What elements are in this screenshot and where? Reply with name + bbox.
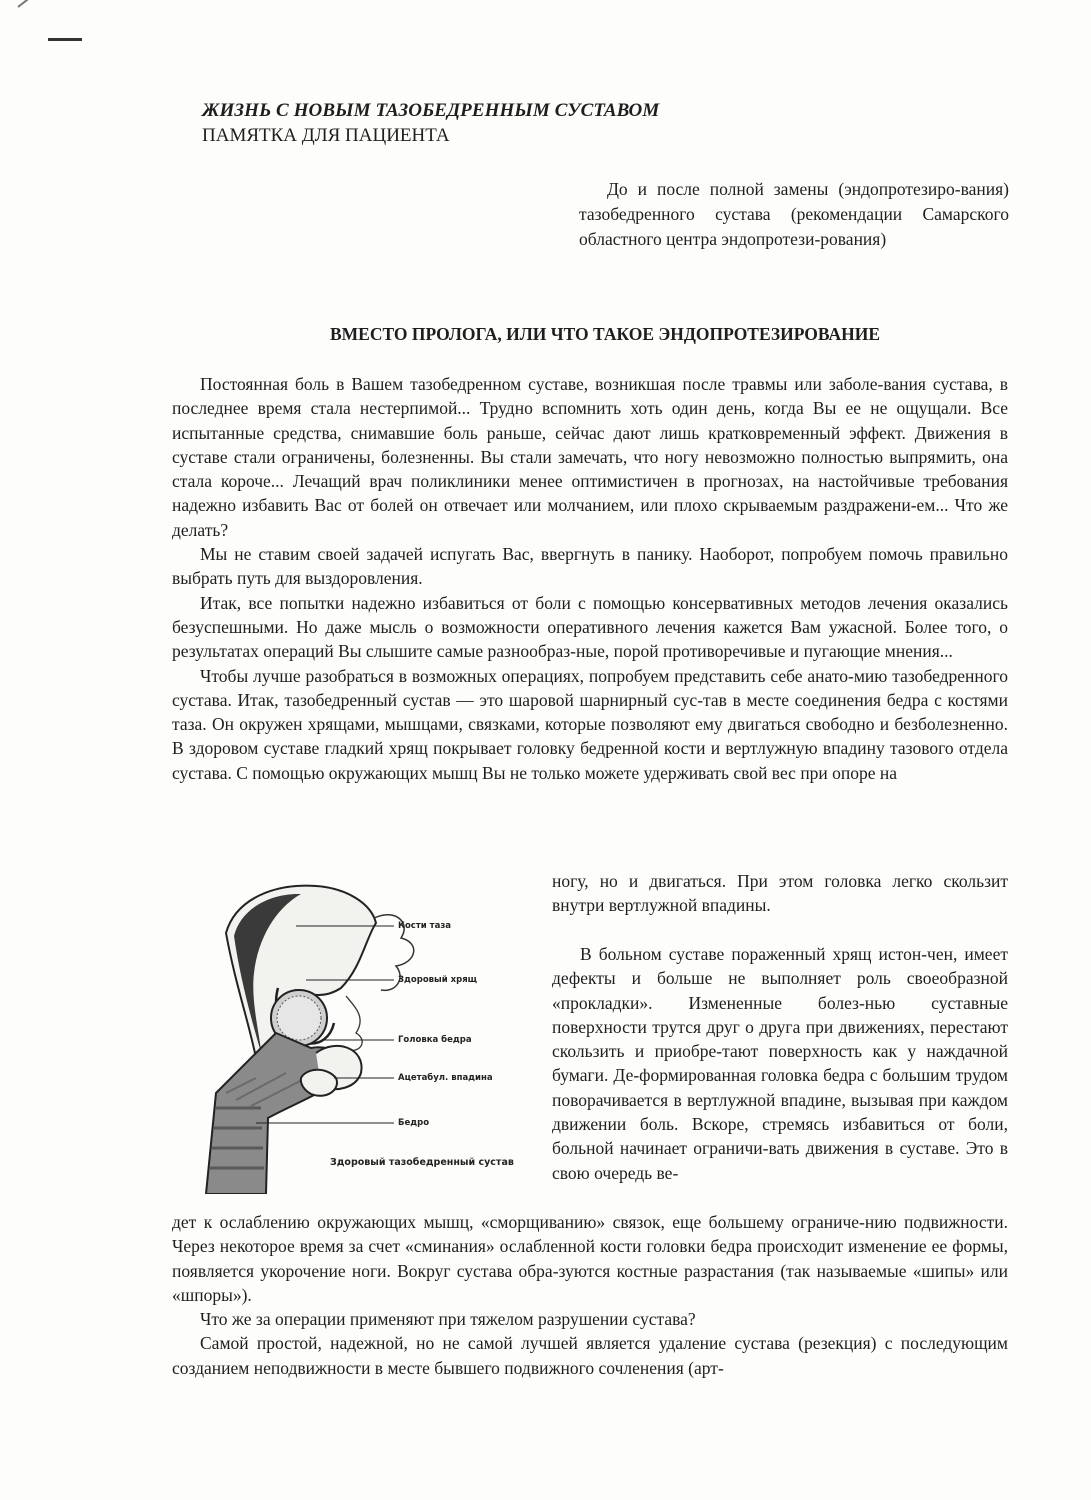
hip-joint-illustration [196, 878, 536, 1194]
hip-joint-figure [196, 878, 536, 1194]
body-text-top [172, 372, 1008, 785]
intro-note: До и после полной замены (эндопротезиро-вания) тазобедренного сустава (рекомендации Самарского областного центра эндопротези-рования) [579, 179, 1009, 249]
scan-corner-mark [17, 0, 42, 8]
figure-caption: Здоровый тазобедренный сустав [330, 1157, 514, 1168]
right-column-b [552, 942, 1008, 1185]
paragraph-5-full-width: дет к ослаблению окружающих мышц, «сморщиванию» связок, еще большему ограниче-нию подвижности. Через некоторое время за счет «сминания» ослабленной кости головки бедра происходит изменение ее формы, появляется укорочение ноги. Вокруг сустава обра-зуются костные разрастания (так называемые «шипы» или «шпоры»). [172, 1212, 1008, 1305]
scan-margin-dash [48, 38, 82, 41]
label-acetabulum: Ацетабул. впадина [398, 1073, 493, 1083]
paragraph-4-continued: ногу, но и двигаться. При этом головка легко скользит внутри вертлужной впадины. [552, 871, 1008, 916]
body-text-bottom [172, 1210, 1008, 1380]
right-column-a [552, 869, 1008, 918]
paragraph-7: Самой простой, надежной, но не самой лучшей является удаление сустава (резекция) с последующим созданием неподвижности в месте бывшего подвижного сочленения (арт- [172, 1333, 1008, 1378]
paragraph-6: Что же за операции применяют при тяжелом разрушении сустава? [200, 1309, 696, 1330]
paragraph-4: Чтобы лучше разобраться в возможных операциях, попробуем представить себе анато-мию тазобедренного сустава. Итак, тазобедренный сустав — это шаровой шарнирный сус-тав в месте соединения бедра с костями таза. Он окружен хрящами, мышцами, связками, которые позволяют ему двигаться свободно и безболезненно. В здоровом суставе гладкий хрящ покрывает головку бедренной кости и вертлужную впадину тазового отдела сустава. С помощью окружающих мышц Вы не только можете удерживать свой вес при опоре на [172, 665, 1008, 783]
label-femur: Бедро [398, 1118, 430, 1128]
document-subtitle: ПАМЯТКА ДЛЯ ПАЦИЕНТА [202, 125, 450, 146]
paragraph-5-column: В больном суставе пораженный хрящ истон-чен, имеет дефекты и больше не выполняет роль своеобразной «прокладки». Измененные болез-нью суставные поверхности трутся друг о друга при движениях, перестают скользить и приобре-тают поверхность как у наждачной бумаги. Де-формированная головка бедра с большим трудом поворачивается в вертлужной впадине, вызывая при каждом движении боль. Вскоре, стремясь избавиться от боли, больной начинает ограничи-вать движения в суставе. Это в свою очередь ве- [552, 944, 1008, 1183]
section-heading: ВМЕСТО ПРОЛОГА, ИЛИ ЧТО ТАКОЕ ЭНДОПРОТЕЗИРОВАНИЕ [329, 324, 881, 344]
document-title: ЖИЗНЬ С НОВЫМ ТАЗОБЕДРЕННЫМ СУСТАВОМ [202, 100, 660, 121]
paragraph-1: Постоянная боль в Вашем тазобедренном суставе, возникшая после травмы или заболе-вания сустава, в последнее время стала нестерпимой... Трудно вспомнить хоть один день, когда Вы ее не ощущали. Все испытанные средства, снимавшие боль раньше, сейчас дают лишь кратковременный эффект. Движения в суставе стали ограничены, болезненны. Вы стали замечать, что ногу невозможно полностью выпрямить, она стала короче... Лечащий врач поликлиники менее оптимистичен в прогнозах, на настойчивые требования надежно избавить Вас от болей он отвечает или молчанием, или плохо скрываемым раздражени-ем... Что же делать? [172, 374, 1008, 540]
paragraph-2: Мы не ставим своей задачей испугать Вас, ввергнуть в панику. Наоборот, попробуем помочь правильно выбрать путь для выздоровления. [172, 544, 1008, 589]
label-pelvis: Кости таза [398, 921, 452, 931]
label-cartilage: Здоровый хрящ [398, 975, 478, 985]
paragraph-3: Итак, все попытки надежно избавиться от боли с помощью консервативных методов лечения оказались безуспешными. Но даже мысль о возможности оперативного лечения кажется Вам ужасной. Более того, о результатах операций Вы слышите самые разнообраз-ные, порой противоречивые и пугающие мнения... [172, 592, 1008, 662]
label-femoral-head: Головка бедра [398, 1035, 472, 1045]
